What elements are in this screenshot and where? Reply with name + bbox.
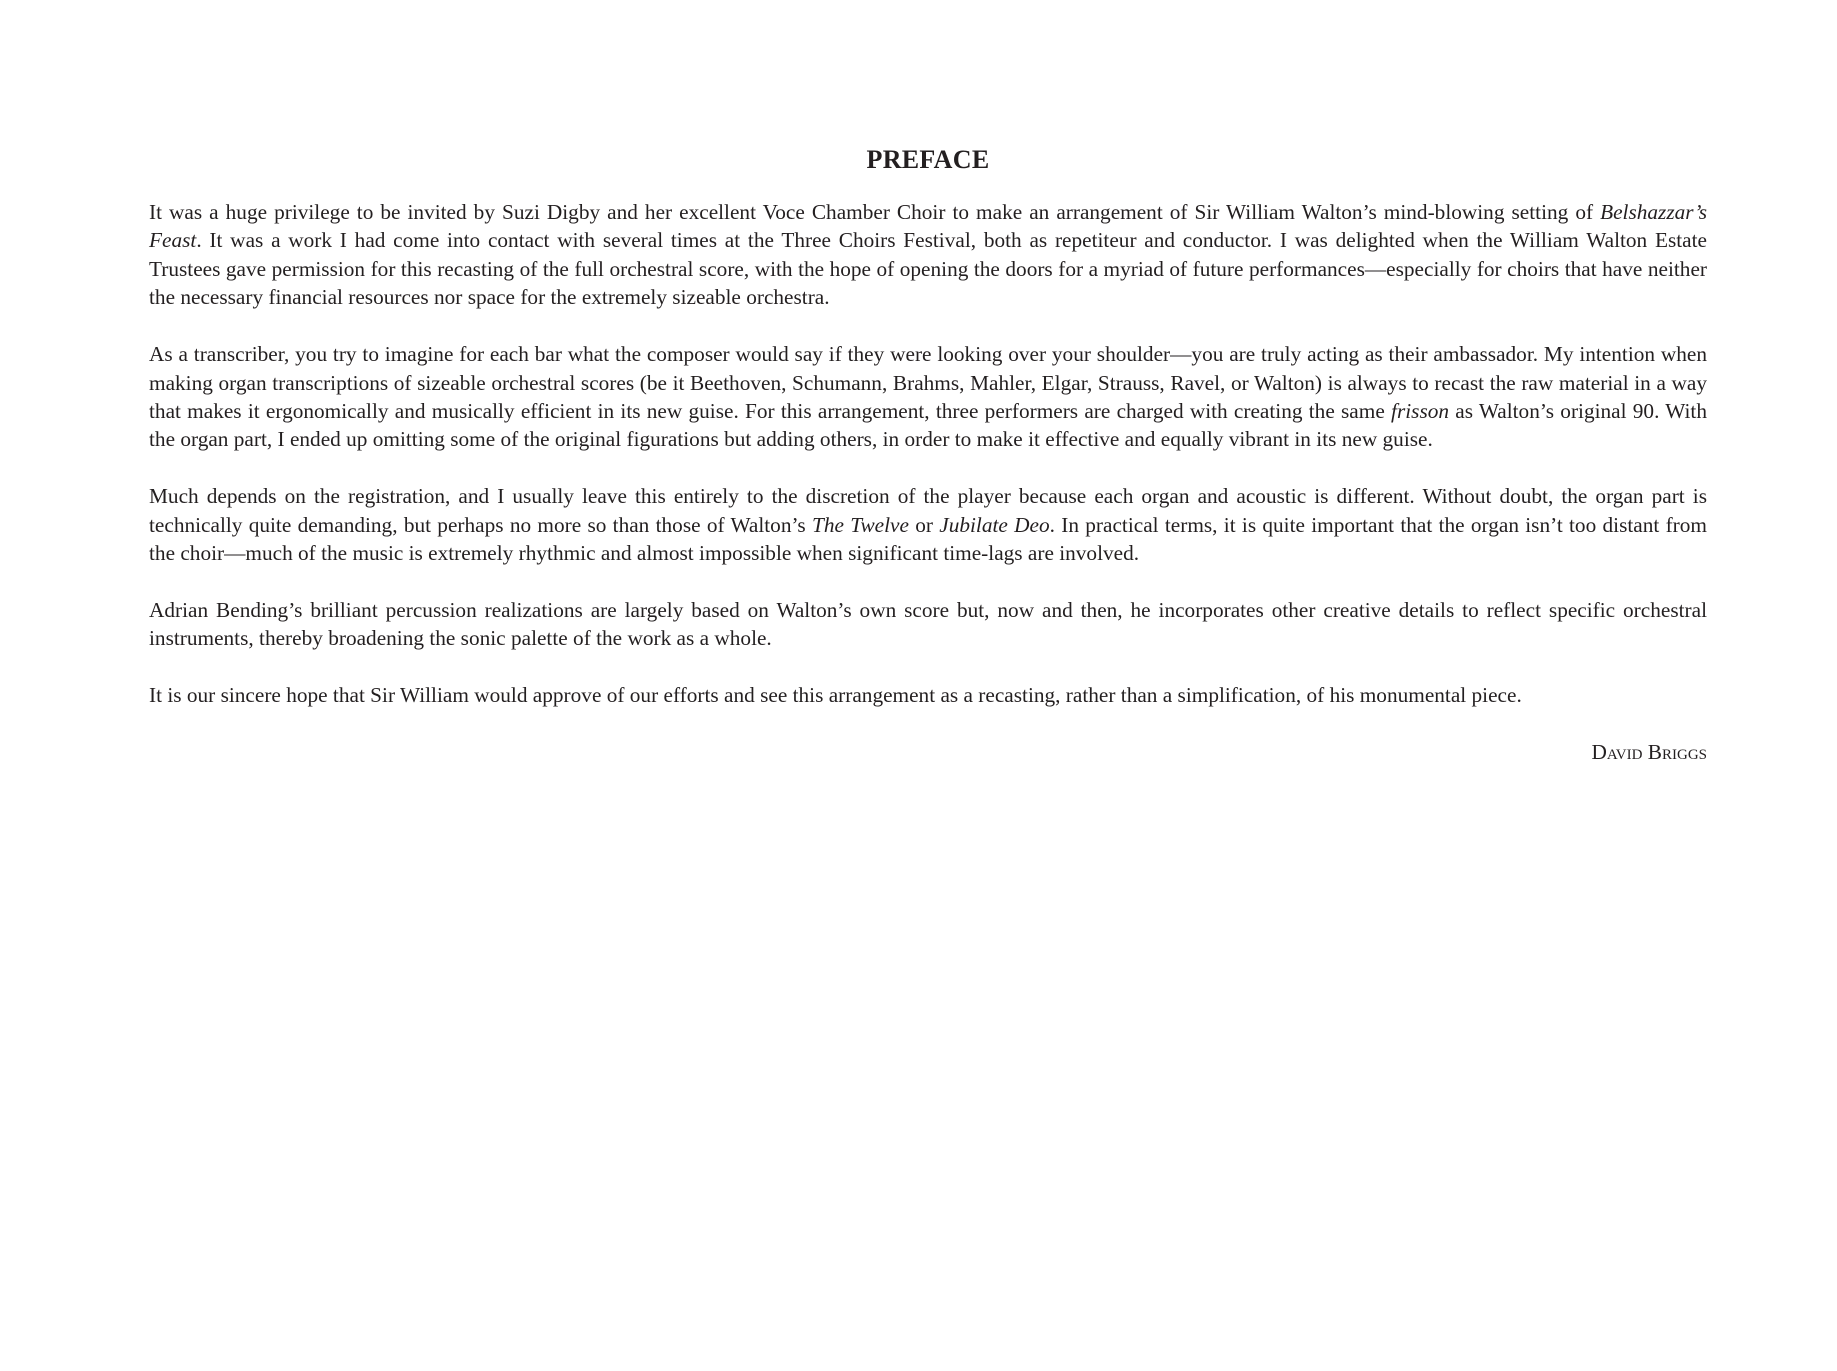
paragraph-text: Much depends on the registration, and I usually leave this entirely to the discretion of the player because each organ and acoustic is different. Without doubt, the organ part is technically quite demanding, but perhaps no more so than those of Walton’s — [149, 484, 1707, 537]
paragraph-2 — [149, 340, 1707, 454]
paragraph-1 — [149, 198, 1707, 312]
work-title-the-twelve: The Twelve — [811, 512, 909, 537]
paragraph-4 — [149, 596, 1707, 653]
paragraph-text: as Walton’s original 90. With the organ part, I ended up omitting some of the original figurations but adding others, in order to make it effective and equally vibrant in its new guise. — [149, 398, 1707, 452]
paragraph-text: or — [908, 512, 940, 537]
paragraph-3 — [149, 482, 1707, 567]
page-title: PREFACE — [866, 145, 990, 174]
preface-page — [149, 142, 1707, 767]
paragraph-text: As a transcriber, you try to imagine for each bar what the composer would say if they were looking over your shoulder—you are truly acting as their ambassador. My intention when making organ transcriptions of sizeable orchestral scores (be it Beethoven, Schumann, Brahms, Mahler, Elgar, Strauss, Ravel, or Walton) is always to recast the raw material in a way that makes it ergonomically and musically efficient in its new guise. For this arrangement, three performers are charged with creating the same — [149, 342, 1707, 423]
paragraph-text: Adrian Bending’s brilliant percussion realizations are largely based on Walton’s own score but, now and then, he incorporates other creative details to reflect specific orchestral instruments, thereby broadening the sonic palette of the work as a whole. — [149, 597, 1707, 651]
italic-term-frisson: frisson — [1391, 398, 1450, 423]
work-title-belshazzars-feast: Belshazzar’s Feast — [149, 200, 1707, 253]
work-title-jubilate-deo: Jubilate Deo — [939, 512, 1050, 537]
paragraph-text: . It was a work I had come into contact with several times at the Three Choirs Festival, both as repetiteur and conductor. I was delighted when the William Walton Estate Trustees gave permission for this recasting of the full orchestral score, with the hope of opening the doors for a myriad of future performances—especially for choirs that have neither the necessary financial resources nor space for the extremely sizeable orchestra. — [149, 228, 1707, 310]
author-signature: David Briggs — [1591, 740, 1707, 765]
paragraph-text: It is our sincere hope that Sir William would approve of our efforts and see this arrangement as a recasting, rather than a simplification, of his monumental piece. — [149, 683, 1522, 708]
paragraph-text: It was a huge privilege to be invited by Suzi Digby and her excellent Voce Chamber Choir to make an arrangement of Sir William Walton’s mind-blowing setting of — [149, 200, 1601, 224]
paragraph-5 — [149, 681, 1707, 709]
paragraph-text: . In practical terms, it is quite important that the organ isn’t too distant from the choir—much of the music is extremely rhythmic and almost impossible when significant time-lags are involved. — [149, 512, 1707, 566]
